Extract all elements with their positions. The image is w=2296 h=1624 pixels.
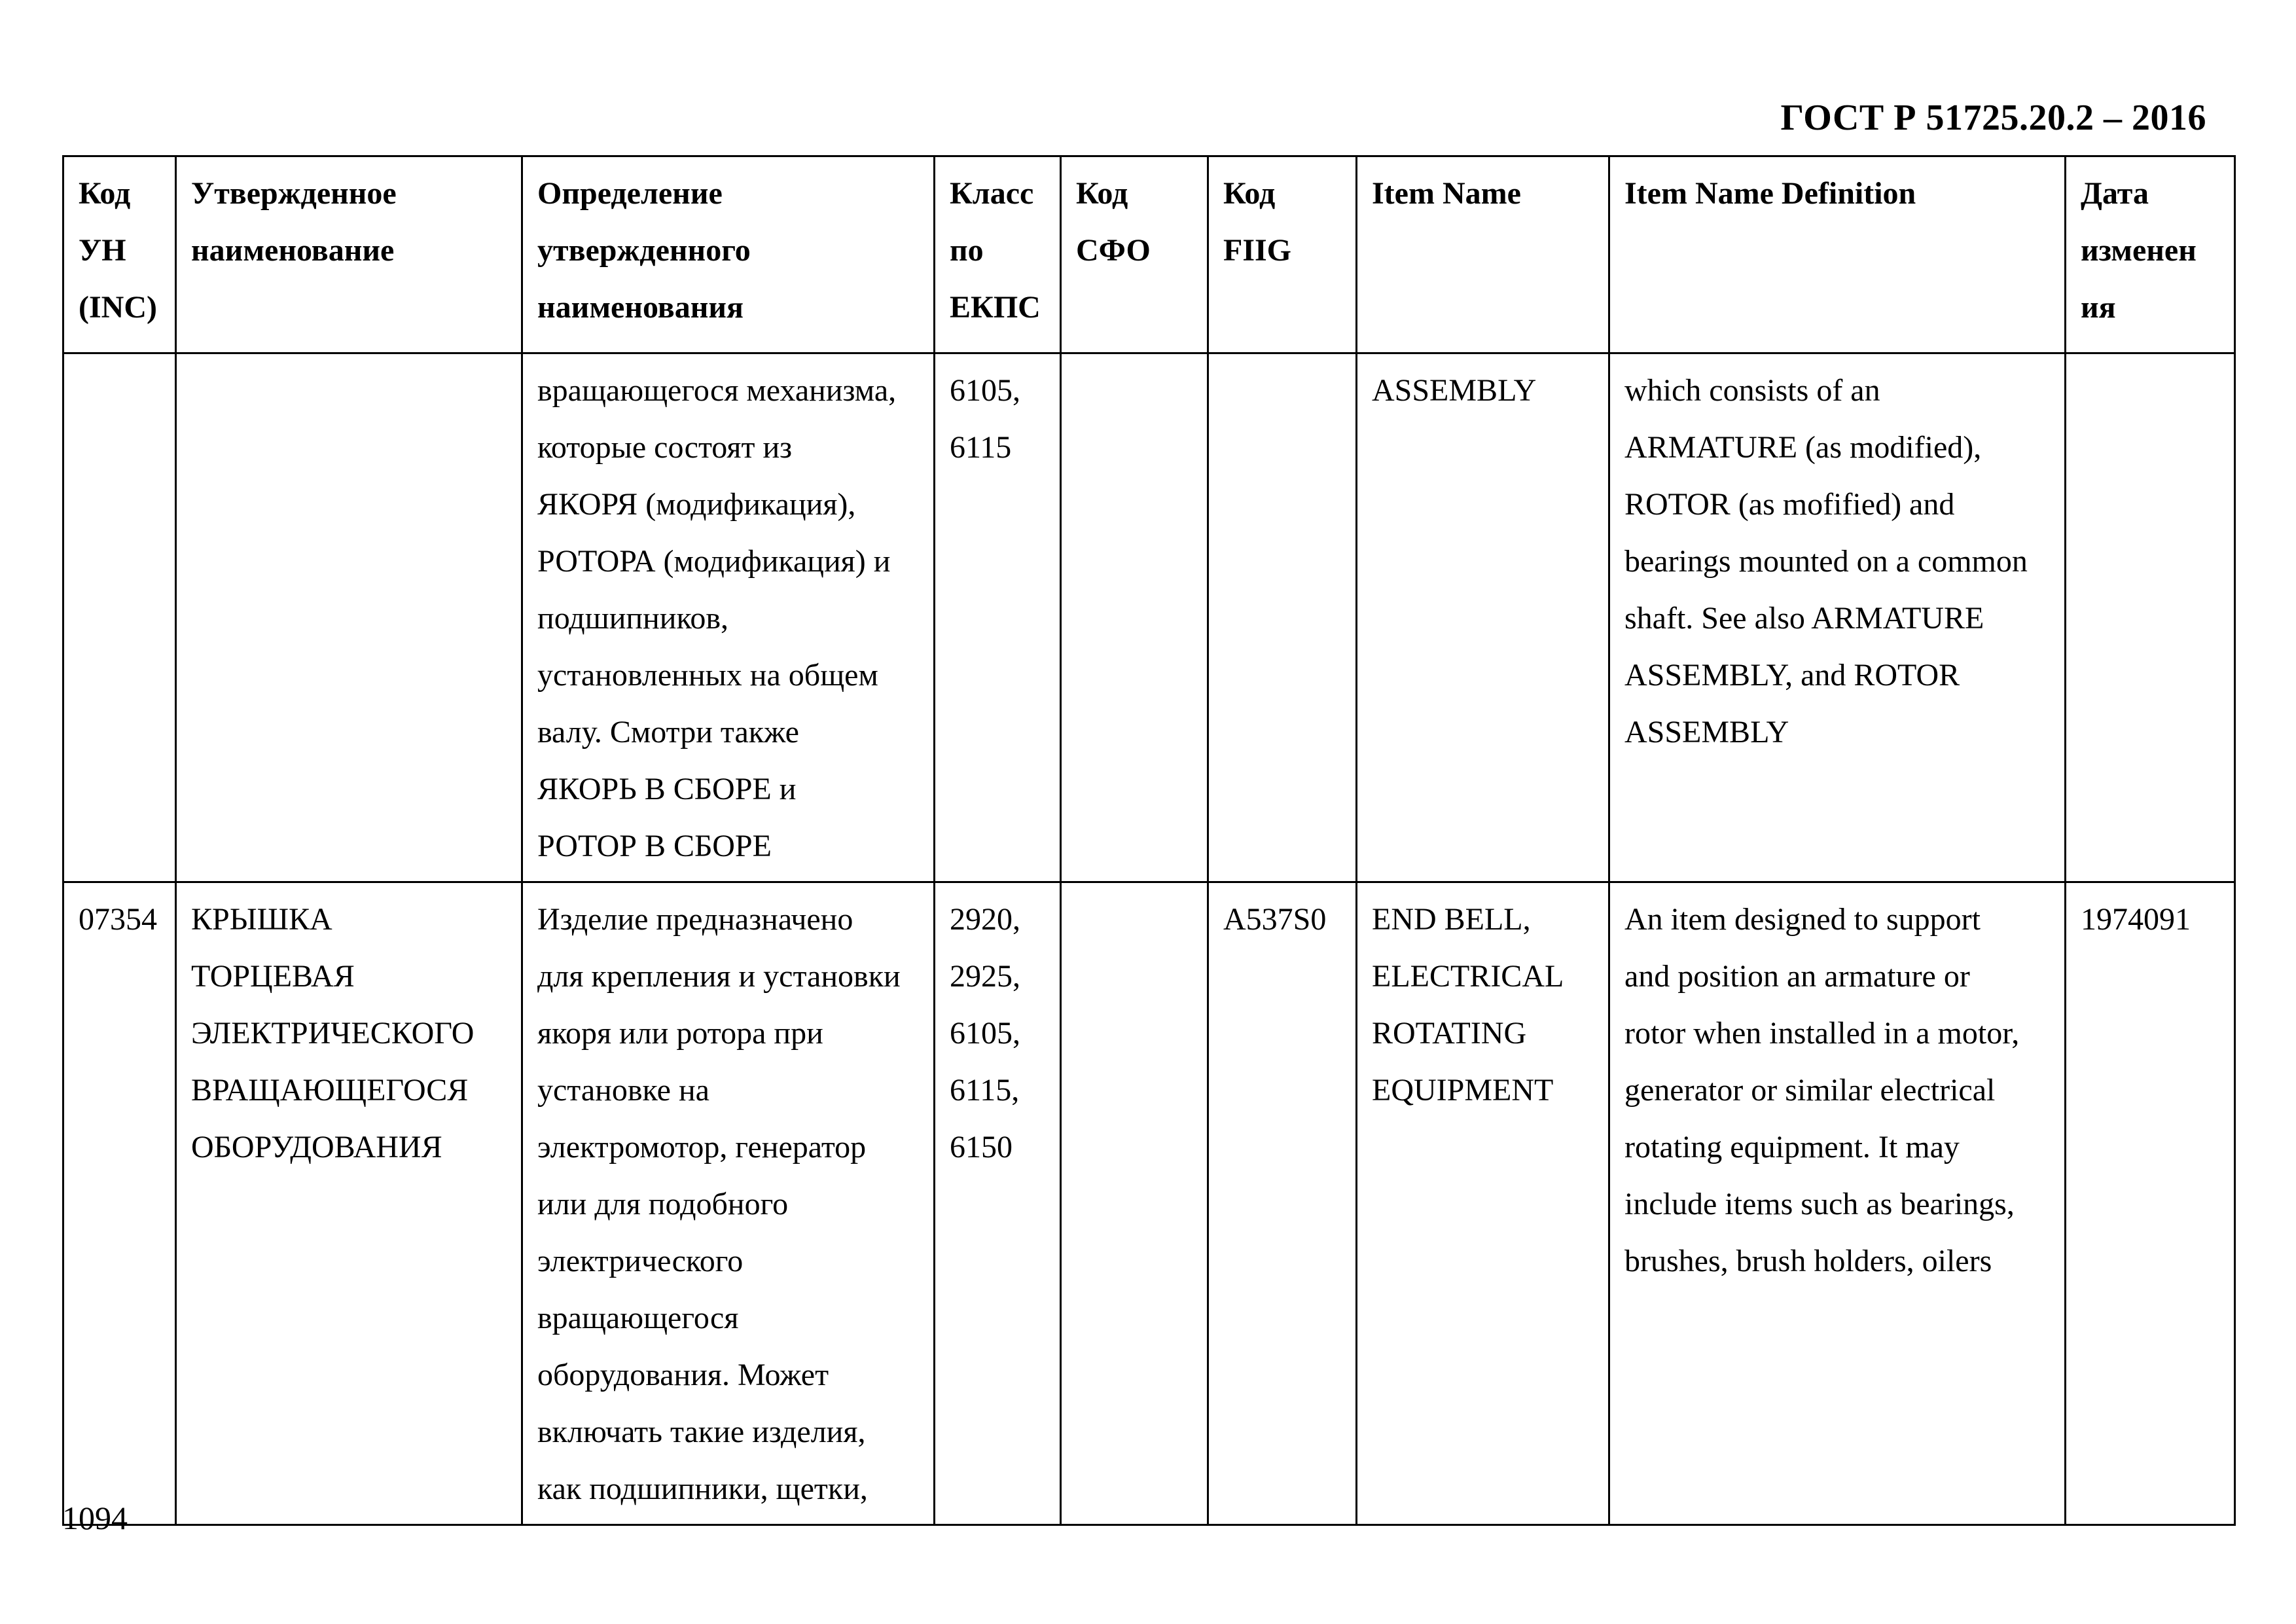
cell-text-line: утвержденного (537, 233, 751, 268)
cell-text-line: ЯКОРЯ (модификация), (537, 487, 856, 522)
header-sfo-code (1061, 156, 1208, 353)
cell-text-line: Код (79, 176, 131, 211)
cell-change-date (2066, 882, 2235, 1525)
cell-approved-name (176, 353, 522, 882)
cell-text-line: ия (2081, 290, 2116, 325)
cell-ekps-class (935, 882, 1061, 1525)
cell-approved-name-definition (522, 882, 935, 1525)
cell-text-line: ELECTRICAL (1372, 959, 1564, 994)
header-approved-name-definition (522, 156, 935, 353)
table-row (63, 882, 2235, 1525)
cell-text-line: FIIG (1223, 233, 1292, 268)
cell-text-line: Item Name Definition (1624, 176, 1916, 211)
cell-text-line: ROTOR (as mofified) and (1624, 487, 1955, 522)
cell-text-line: которые состоят из (537, 430, 793, 465)
cell-text-line: 1974091 (2081, 902, 2191, 937)
cell-text-line: bearings mounted on a common (1624, 544, 2028, 579)
cell-text-line: электромотор, генератор (537, 1130, 867, 1164)
cell-text-line: установке на (537, 1073, 709, 1108)
cell-text-line: подшипников, (537, 601, 728, 636)
cell-inc-code (63, 882, 176, 1525)
cell-text-line: 6150 (950, 1130, 1013, 1164)
header-item-name (1357, 156, 1609, 353)
cell-text-line: Код (1223, 176, 1276, 211)
cell-text-line: 6115, (950, 1073, 1020, 1108)
cell-text-line: УН (79, 233, 126, 268)
cell-text-line: Определение (537, 176, 723, 211)
cell-text-line: электрического (537, 1244, 744, 1278)
cell-text-line: ЭЛЕКТРИЧЕСКОГО (191, 1016, 475, 1051)
cell-item-name-definition (1609, 353, 2066, 882)
cell-text-line: установленных на общем (537, 658, 878, 693)
cell-text-line: generator or similar electrical (1624, 1073, 1996, 1108)
cell-text-line: 6105, (950, 1016, 1020, 1051)
cell-text-line: включать такие изделия, (537, 1415, 866, 1449)
cell-text-line: вращающегося (537, 1301, 739, 1335)
cell-text-line: ASSEMBLY, and ROTOR (1624, 658, 1960, 693)
cell-text-line: 2925, (950, 959, 1020, 994)
cell-text-line: Дата (2081, 176, 2149, 211)
cell-text-line: which consists of an (1624, 373, 1880, 408)
header-fiig-code (1208, 156, 1357, 353)
cell-text-line: для крепления и установки (537, 959, 901, 994)
cell-text-line: изменен (2081, 233, 2197, 268)
header-ekps-class (935, 156, 1061, 353)
cell-text-line: ASSEMBLY (1624, 715, 1789, 749)
cell-text-line: include items such as bearings, (1624, 1187, 2015, 1221)
cell-text-line: наименование (191, 233, 395, 268)
cell-sfo-code (1061, 882, 1208, 1525)
cell-text-line: наименования (537, 290, 744, 325)
cell-text-line: ТОРЦЕВАЯ (191, 959, 355, 994)
header-item-name-definition (1609, 156, 2066, 353)
cell-fiig-code (1208, 353, 1357, 882)
cell-text-line: A537S0 (1223, 902, 1327, 937)
cell-text-line: КРЫШКА (191, 902, 332, 937)
cell-text-line: Изделие предназначено (537, 902, 853, 937)
cell-sfo-code (1061, 353, 1208, 882)
cell-text-line: 07354 (79, 902, 157, 937)
cell-approved-name-definition (522, 353, 935, 882)
cell-text-line: Код (1076, 176, 1128, 211)
cell-text-line: rotating equipment. It may (1624, 1130, 1960, 1164)
page-number: 1094 (62, 1500, 128, 1536)
cell-text-line: оборудования. Может (537, 1358, 829, 1392)
cell-text-line: shaft. See also ARMATURE (1624, 601, 1984, 636)
cell-text-line: вращающегося механизма, (537, 373, 897, 408)
table-header-row (63, 156, 2235, 353)
cell-text-line: валу. Смотри также (537, 715, 799, 749)
cell-text-line: brushes, brush holders, oilers (1624, 1244, 1992, 1278)
cell-text-line: Класс (950, 176, 1034, 211)
cell-text-line: Item Name (1372, 176, 1521, 211)
header-inc-code (63, 156, 176, 353)
cell-change-date (2066, 353, 2235, 882)
document-code: ГОСТ Р 51725.20.2 – 2016 (1780, 98, 2206, 138)
header-change-date (2066, 156, 2235, 353)
cell-text-line: ARMATURE (as modified), (1624, 430, 1982, 465)
cell-item-name (1357, 353, 1609, 882)
cell-text-line: 6115 (950, 430, 1012, 465)
cell-text-line: (INC) (79, 290, 157, 325)
cell-text-line: END BELL, (1372, 902, 1531, 937)
cell-item-name (1357, 882, 1609, 1525)
cell-text-line: rotor when installed in a motor, (1624, 1016, 2020, 1051)
cell-item-name-definition (1609, 882, 2066, 1525)
cell-text-line: ОБОРУДОВАНИЯ (191, 1130, 442, 1164)
cell-approved-name (176, 882, 522, 1525)
cell-text-line: СФО (1076, 233, 1151, 268)
cell-text-line: РОТОРА (модификация) и (537, 544, 891, 579)
cell-text-line: ЕКПС (950, 290, 1041, 325)
cell-text-line: как подшипники, щетки, (537, 1471, 868, 1506)
cell-text-line: ВРАЩАЮЩЕГОСЯ (191, 1073, 469, 1108)
cell-text-line: and position an armature or (1624, 959, 1970, 994)
cell-text-line: ЯКОРЬ В СБОРЕ и (537, 772, 797, 806)
cell-text-line: ASSEMBLY (1372, 373, 1537, 408)
cell-fiig-code (1208, 882, 1357, 1525)
cell-ekps-class (935, 353, 1061, 882)
cell-text-line: EQUIPMENT (1372, 1073, 1554, 1108)
cell-text-line: An item designed to support (1624, 902, 1981, 937)
cell-text-line: якоря или ротора при (537, 1016, 823, 1051)
cell-text-line: ROTATING (1372, 1016, 1527, 1051)
nomenclature-table (62, 155, 2236, 1526)
nomenclature-table-wrapper (62, 155, 2236, 1526)
table-row (63, 353, 2235, 882)
cell-text-line: РОТОР В СБОРЕ (537, 829, 772, 863)
cell-inc-code (63, 353, 176, 882)
cell-text-line: по (950, 233, 984, 268)
cell-text-line: 6105, (950, 373, 1020, 408)
header-approved-name (176, 156, 522, 353)
cell-text-line: Утвержденное (191, 176, 397, 211)
cell-text-line: или для подобного (537, 1187, 789, 1221)
cell-text-line: 2920, (950, 902, 1020, 937)
